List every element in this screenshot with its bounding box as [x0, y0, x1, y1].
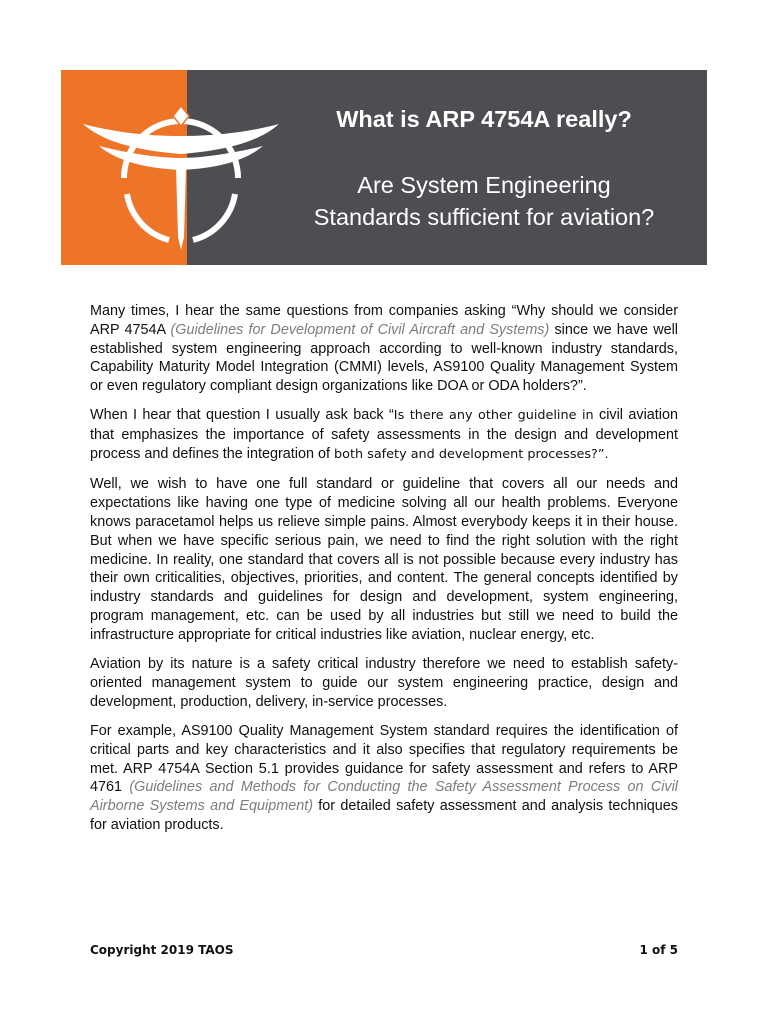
p2-text-d: both safety and development processes?”.: [334, 447, 609, 463]
aviation-wing-logo-icon: [81, 82, 281, 257]
paragraph-2: [90, 406, 678, 464]
p2-text-a: When I hear that question I usually ask back “: [90, 407, 394, 424]
page-subtitle: [261, 169, 707, 233]
p5-citation: (Guidelines and Methods for Conducting the Safety Assessment Process on Civil Airborne Systems and Equipment): [90, 779, 678, 815]
p1-text-a: Many times, I hear the same questions from companies asking “Why should we consider ARP 4754A: [90, 303, 678, 338]
header-banner: [61, 70, 707, 265]
paragraph-3: Well, we wish to have one full standard or guideline that covers all our needs and expectations like having one type of medicine solving all our health problems. Everyone knows paracetamol helps us relieve simple pains. Almost everybody keeps it in their house. But when we have specific serious pain, we need to find the right solution with the right medicine. In reality, one standard that covers all is not possible because every industry has their own criticalities, objectives, priorities, and content. The general concepts identified by industry standards and guidelines for design and development, system engineering, program management, etc. can be used by all industries but still we need to build the infrastructure appropriate for critical industries like aviation, nuclear energy, etc.: [90, 476, 678, 643]
p1-text-c: since we have well established system engineering approach according to well-known industry standards, Capability Maturity Model Integration (CMMI) levels, AS9100 Quality Management System or even regulatory compliant design organizations like DOA or ODA holders?”.: [90, 321, 678, 395]
footer-copyright: Copyright 2019 TAOS: [90, 943, 234, 957]
page-title: What is ARP 4754A really?: [336, 106, 632, 132]
subtitle-line-1: Are System Engineering: [357, 172, 611, 198]
p1-citation: (Guidelines for Development of Civil Aircraft and Systems): [170, 321, 550, 338]
p5-text-c: for detailed safety assessment and analysis techniques for aviation products.: [90, 798, 678, 833]
paragraph-1: [90, 302, 678, 396]
p2-text-c: civil aviation that emphasizes the importance of safety assessments in the design and development process and defines the integration of: [90, 407, 678, 463]
paragraph-4: Aviation by its nature is a safety critical industry therefore we need to establish safety-oriented management system to guide our system engineering practice, design and development, production, delivery, in-service processes.: [90, 656, 678, 710]
p5-text-a: For example, AS9100 Quality Management System standard requires the identification of critical parts and key characteristics and it also specifies that regulatory requirements be met. ARP 4754A Section 5.1 provides guidance for safety assessment and refers to ARP 4761: [90, 722, 678, 796]
footer-page-number: 1 of 5: [639, 943, 678, 957]
subtitle-line-2: Standards sufficient for aviation?: [313, 204, 655, 230]
article-body: [90, 302, 678, 845]
paragraph-5: [90, 722, 678, 835]
p2-text-b: Is there any other guideline in: [393, 408, 594, 424]
